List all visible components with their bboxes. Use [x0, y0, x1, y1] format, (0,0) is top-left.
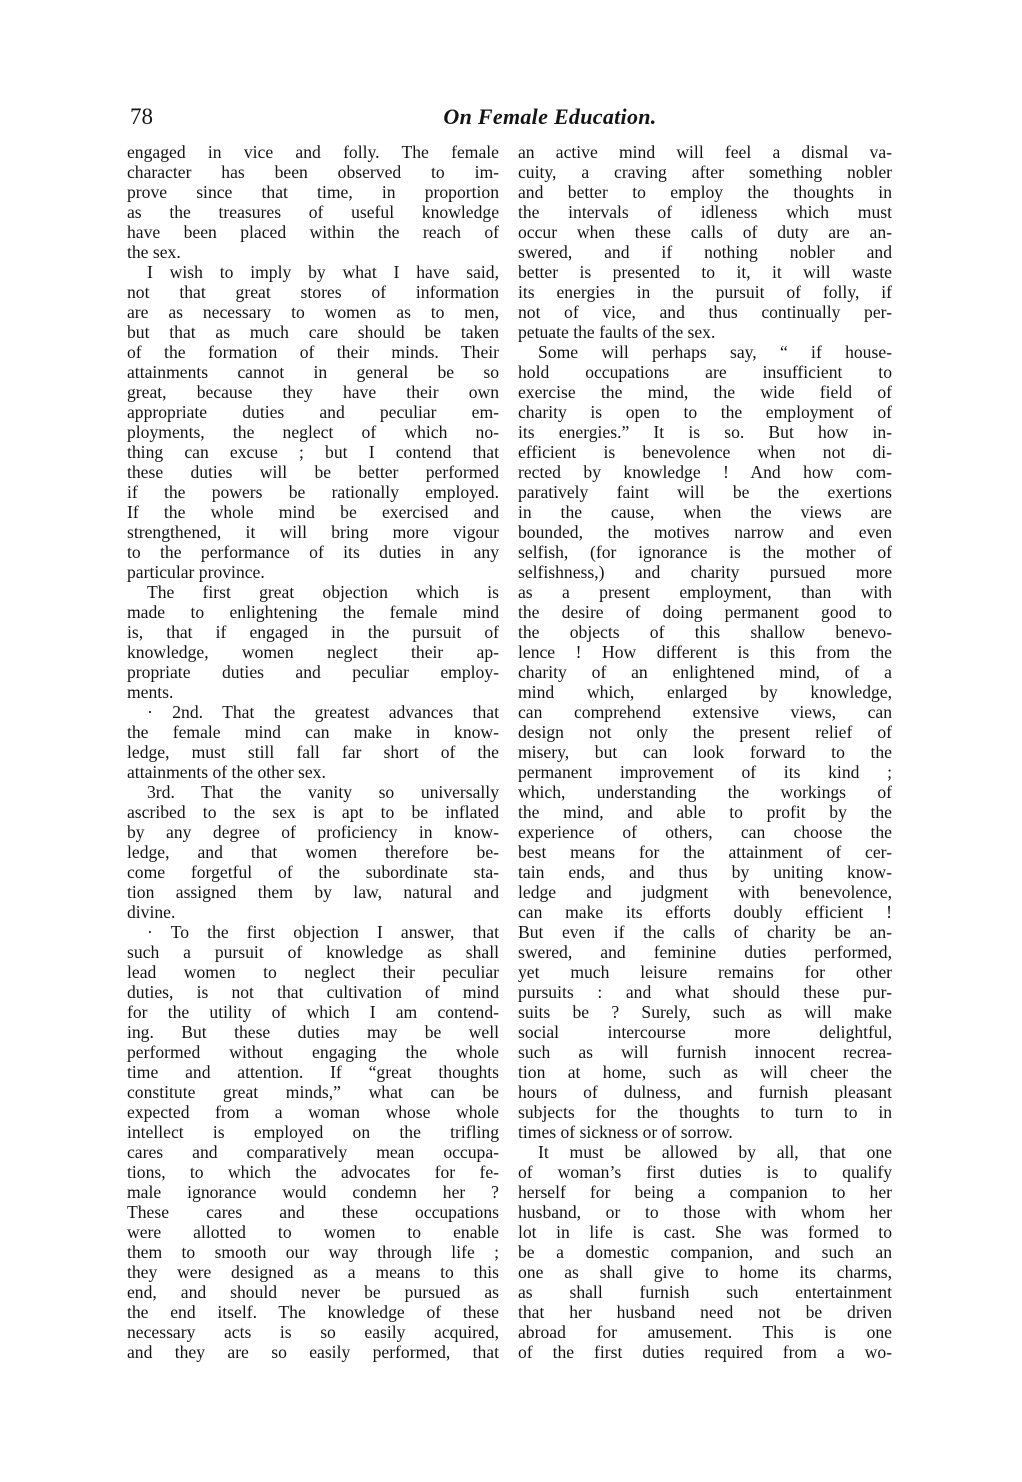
right-column-line: herself for being a companion to her: [518, 1182, 892, 1202]
left-column-line: prove since that time, in proportion: [127, 182, 499, 202]
right-column-line: as shall furnish such entertainment: [518, 1282, 892, 1302]
right-column-line: best means for the attainment of cer-: [518, 842, 892, 862]
right-column-line: times of sickness or of sorrow.: [518, 1122, 733, 1142]
left-column-line: they were designed as a means to this: [127, 1262, 499, 1282]
left-column-line: male ignorance would condemn her ?: [127, 1182, 499, 1202]
right-column-line: the mind, and able to profit by the: [518, 802, 892, 822]
right-column-line: selfishness,) and charity pursued more: [518, 562, 892, 582]
left-column-line: intellect is employed on the trifling: [127, 1122, 499, 1142]
right-column-line: of the first duties required from a wo-: [518, 1342, 892, 1362]
left-column-line: end, and should never be pursued as: [127, 1282, 499, 1302]
left-column-line: knowledge, women neglect their ap-: [127, 642, 499, 662]
left-column-line: engaged in vice and folly. The female: [127, 142, 499, 162]
right-column-line: subjects for the thoughts to turn to in: [518, 1102, 892, 1122]
left-column-line: ascribed to the sex is apt to be inflated: [127, 802, 499, 822]
right-column-line: tion at home, such as will cheer the: [518, 1062, 892, 1082]
left-column-line: to the performance of its duties in any: [127, 542, 499, 562]
left-column-line: and they are so easily performed, that: [127, 1342, 499, 1362]
right-column-line: in the cause, when the views are: [518, 502, 892, 522]
right-column-line: suits be ? Surely, such as will make: [518, 1002, 892, 1022]
left-column-line: cares and comparatively mean occupa-: [127, 1142, 499, 1162]
left-column-line: the sex.: [127, 242, 181, 262]
right-column-line: It must be allowed by all, that one: [538, 1142, 892, 1162]
left-column-line: of the formation of their minds. Their: [127, 342, 499, 362]
right-column-line: permanent improvement of its kind ;: [518, 762, 892, 782]
left-column-line: as the treasures of useful knowledge: [127, 202, 499, 222]
left-column-line: for the utility of which I am contend-: [127, 1002, 499, 1022]
right-column-line: and better to employ the thoughts in: [518, 182, 892, 202]
left-column-line: The first great objection which is: [147, 582, 499, 602]
left-column-line: necessary acts is so easily acquired,: [127, 1322, 499, 1342]
right-column-line: can comprehend extensive views, can: [518, 702, 892, 722]
right-column-line: the objects of this shallow benevo-: [518, 622, 892, 642]
left-column-line: strengthened, it will bring more vigour: [127, 522, 499, 542]
left-column-line: the female mind can make in know-: [127, 722, 499, 742]
left-column-line: expected from a woman whose whole: [127, 1102, 499, 1122]
right-column-line: occur when these calls of duty are an-: [518, 222, 892, 242]
left-column-line: made to enlightening the female mind: [127, 602, 499, 622]
right-column-line: charity is open to the employment of: [518, 402, 892, 422]
left-column-line: I wish to imply by what I have said,: [147, 262, 499, 282]
left-column-line: constitute great minds,” what can be: [127, 1082, 499, 1102]
left-column-line: ledge, must still fall far short of the: [127, 742, 499, 762]
right-column-line: not of vice, and thus continually per-: [518, 302, 892, 322]
left-column-line: tion assigned them by law, natural and: [127, 882, 499, 902]
left-column-line: attainments of the other sex.: [127, 762, 326, 782]
left-column-line: ments.: [127, 682, 174, 702]
right-column-line: rected by knowledge ! And how com-: [518, 462, 892, 482]
left-column-line: thing can excuse ; but I contend that: [127, 442, 499, 462]
left-column-line: tions, to which the advocates for fe-: [127, 1162, 499, 1182]
left-column-line: If the whole mind be exercised and: [127, 502, 499, 522]
right-column-line: swered, and if nothing nobler and: [518, 242, 892, 262]
left-column-line: 3rd. That the vanity so universally: [147, 782, 499, 802]
right-column-line: an active mind will feel a dismal va-: [518, 142, 892, 162]
left-column-line: attainments cannot in general be so: [127, 362, 499, 382]
left-column-line: such a pursuit of knowledge as shall: [127, 942, 499, 962]
right-column-line: tain ends, and thus by uniting know-: [518, 862, 892, 882]
right-column-line: swered, and feminine duties performed,: [518, 942, 892, 962]
left-column-line: these duties will be better performed: [127, 462, 499, 482]
right-column-line: hours of dulness, and furnish pleasant: [518, 1082, 892, 1102]
right-column-line: pursuits : and what should these pur-: [518, 982, 892, 1002]
right-column-line: can make its efforts doubly efficient !: [518, 902, 892, 922]
right-column-line: exercise the mind, the wide field of: [518, 382, 892, 402]
right-column-line: mind which, enlarged by knowledge,: [518, 682, 892, 702]
right-column-line: which, understanding the workings of: [518, 782, 892, 802]
left-column-line: performed without engaging the whole: [127, 1042, 499, 1062]
left-column-line: them to smooth our way through life ;: [127, 1242, 499, 1262]
left-column-line: · To the first objection I answer, that: [147, 922, 499, 942]
right-column-line: the desire of doing permanent good to: [518, 602, 892, 622]
right-column-line: paratively faint will be the exertions: [518, 482, 892, 502]
right-column-line: petuate the faults of the sex.: [518, 322, 716, 342]
right-column-line: design not only the present relief of: [518, 722, 892, 742]
right-column-line: selfish, (for ignorance is the mother of: [518, 542, 892, 562]
right-column-line: efficient is benevolence when not di-: [518, 442, 892, 462]
left-column-line: ing. But these duties may be well: [127, 1022, 499, 1042]
left-column-line: the end itself. The knowledge of these: [127, 1302, 499, 1322]
left-column-line: propriate duties and peculiar employ-: [127, 662, 499, 682]
right-column-line: yet much leisure remains for other: [518, 962, 892, 982]
left-column-line: character has been observed to im-: [127, 162, 499, 182]
left-column-line: are as necessary to women as to men,: [127, 302, 499, 322]
left-column-line: were allotted to women to enable: [127, 1222, 499, 1242]
right-column-line: charity of an enlightened mind, of a: [518, 662, 892, 682]
right-column-line: cuity, a craving after something nobler: [518, 162, 892, 182]
right-column-line: such as will furnish innocent recrea-: [518, 1042, 892, 1062]
right-column-line: experience of others, can choose the: [518, 822, 892, 842]
right-column-line: husband, or to those with whom her: [518, 1202, 892, 1222]
right-column-line: its energies.” It is so. But how in-: [518, 422, 892, 442]
running-title: On Female Education.: [443, 104, 657, 129]
left-column-line: not that great stores of information: [127, 282, 499, 302]
left-column-line: by any degree of proficiency in know-: [127, 822, 499, 842]
left-column-line: particular province.: [127, 562, 265, 582]
right-column-line: as a present employment, than with: [518, 582, 892, 602]
left-column-line: These cares and these occupations: [127, 1202, 499, 1222]
left-column-line: if the powers be rationally employed.: [127, 482, 499, 502]
right-column: [518, 142, 892, 1362]
right-column-line: hold occupations are insufficient to: [518, 362, 892, 382]
right-column-line: be a domestic companion, and such an: [518, 1242, 892, 1262]
page-number: 78: [130, 104, 153, 129]
left-column-line: · 2nd. That the greatest advances that: [147, 702, 499, 722]
right-column-line: lot in life is cast. She was formed to: [518, 1222, 892, 1242]
right-column-line: misery, but can look forward to the: [518, 742, 892, 762]
left-column-line: is, that if engaged in the pursuit of: [127, 622, 499, 642]
left-column-line: lead women to neglect their peculiar: [127, 962, 499, 982]
left-column-line: great, because they have their own: [127, 382, 499, 402]
left-column-line: duties, is not that cultivation of mind: [127, 982, 499, 1002]
right-column-line: one as shall give to home its charms,: [518, 1262, 892, 1282]
left-column: [127, 142, 499, 1362]
right-column-line: of woman’s first duties is to qualify: [518, 1162, 892, 1182]
left-column-line: have been placed within the reach of: [127, 222, 499, 242]
right-column-line: bounded, the motives narrow and even: [518, 522, 892, 542]
right-column-line: But even if the calls of charity be an-: [518, 922, 892, 942]
left-column-line: ledge, and that women therefore be-: [127, 842, 499, 862]
right-column-line: Some will perhaps say, “ if house-: [538, 342, 892, 362]
left-column-line: time and attention. If “great thoughts: [127, 1062, 499, 1082]
right-column-line: better is presented to it, it will waste: [518, 262, 892, 282]
left-column-line: come forgetful of the subordinate sta-: [127, 862, 499, 882]
right-column-line: its energies in the pursuit of folly, if: [518, 282, 892, 302]
left-column-line: divine.: [127, 902, 176, 922]
right-column-line: abroad for amusement. This is one: [518, 1322, 892, 1342]
right-column-line: lence ! How different is this from the: [518, 642, 892, 662]
left-column-line: appropriate duties and peculiar em-: [127, 402, 499, 422]
right-column-line: social intercourse more delightful,: [518, 1022, 892, 1042]
right-column-line: ledge and judgment with benevolence,: [518, 882, 892, 902]
right-column-line: the intervals of idleness which must: [518, 202, 892, 222]
left-column-line: but that as much care should be taken: [127, 322, 499, 342]
right-column-line: that her husband need not be driven: [518, 1302, 892, 1322]
left-column-line: ployments, the neglect of which no-: [127, 422, 499, 442]
